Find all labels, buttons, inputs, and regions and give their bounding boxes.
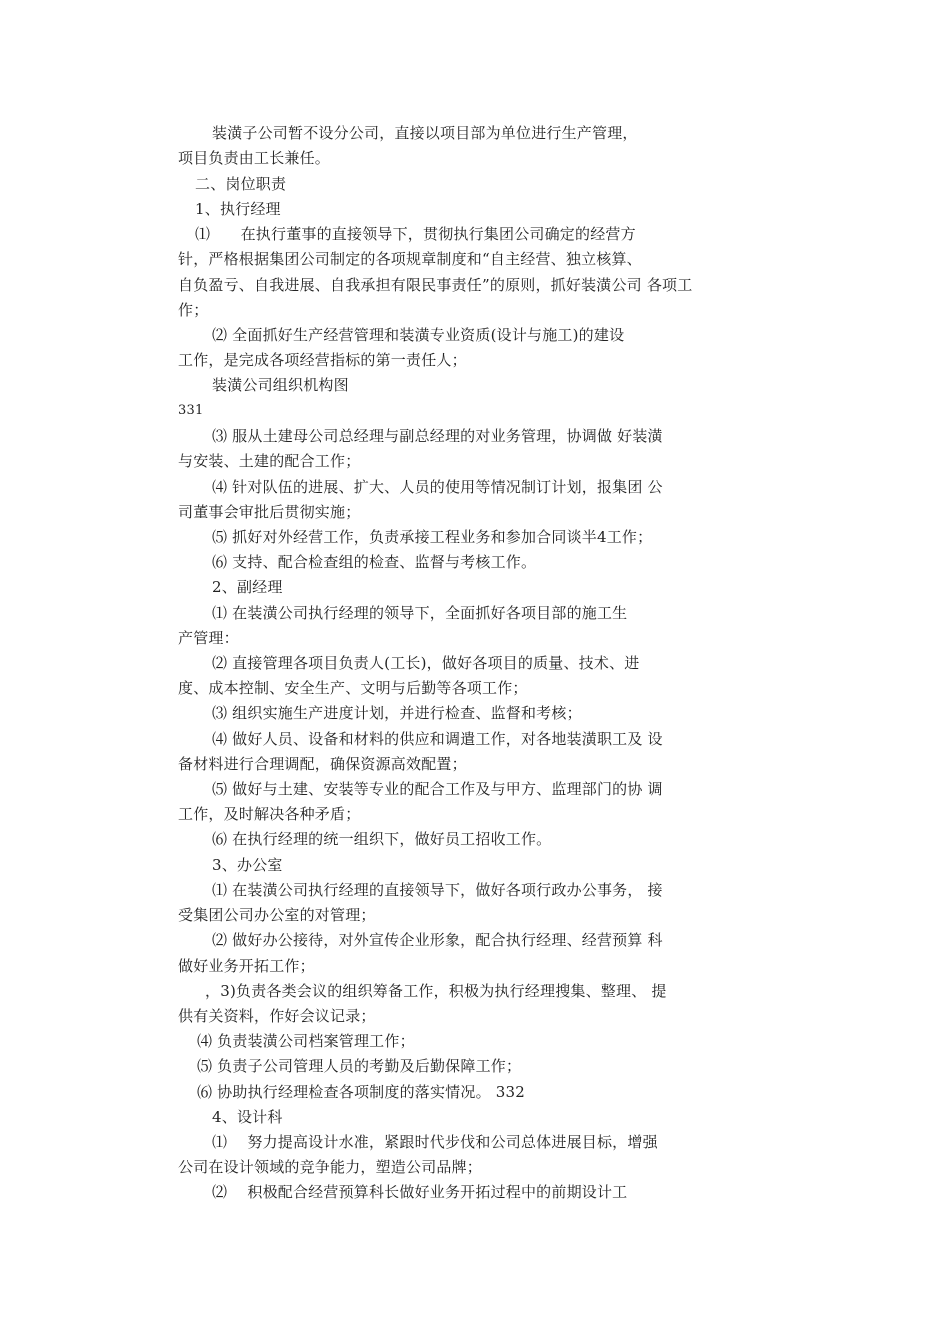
text-line: ⑸ 负责子公司管理人员的考勤及后勤保障工作； [197, 1057, 522, 1075]
text-line: ⑶ 服从土建母公司总经理与副总经理的对业务管理，协调做 好装潢 [212, 427, 663, 445]
text-line: 备材料进行合理调配，确保资源高效配置； [178, 755, 467, 773]
text-line: 供有关资料，作好会议记录； [178, 1007, 376, 1025]
text-line: 工作，是完成各项经营指标的第一责任人； [178, 351, 467, 369]
subsection-heading: 2、副经理 [212, 578, 283, 596]
text-line: 工作，及时解决各种矛盾； [178, 805, 361, 823]
text-line: ⑴ 在执行董事的直接领导下，贯彻执行集团公司确定的经营方 [195, 225, 636, 243]
text-line: 项目负责由工长兼任。 [178, 149, 331, 167]
text-line: 司董事会审批后贯彻实施； [178, 503, 361, 521]
subsection-heading: 1、执行经理 [195, 200, 281, 218]
text-line: ⑸ 抓好对外经营工作，负责承接工程业务和参加合同谈半4工作； [212, 528, 653, 546]
text-line: ⑷ 针对队伍的进展、扩大、人员的使用等情况制订计划，报集团 公 [212, 478, 663, 496]
text-line: 针，严格根据集团公司制定的各项规章制度和“自主经营、独立核算、 [178, 250, 642, 268]
text-line: ⑸ 做好与土建、安装等专业的配合工作及与甲方、监理部门的协 调 [212, 780, 663, 798]
text-line: 度、成本控制、安全生产、文明与后勤等各项工作； [178, 679, 528, 697]
text-line: 自负盈亏、自我进展、自我承担有限民事责任”的原则，抓好装潢公司 各项工 [178, 276, 693, 294]
text-line: ⑹ 在执行经理的统一组织下，做好员工招收工作。 [212, 830, 552, 848]
text-line: ⑴ 在装潢公司执行经理的领导下，全面抓好各项目部的施工生 [212, 604, 628, 622]
text-line: ⑴ 努力提高设计水准，紧跟时代步伐和公司总体进展目标，增强 [212, 1133, 658, 1151]
text-line: ⑵ 直接管理各项目负责人(工长)，做好各项目的质量、技术、进 [212, 654, 640, 672]
text-line: ⑹ 支持、配合检查组的检查、监督与考核工作。 [212, 553, 537, 571]
section-heading: 二、岗位职责 [195, 175, 287, 193]
subsection-heading: 4、设计科 [212, 1108, 283, 1126]
text-line: 公司在设计领域的竞争能力，塑造公司品牌； [178, 1158, 483, 1176]
subsection-heading: 3、办公室 [212, 856, 283, 874]
text-line: ⑷ 做好人员、设备和材料的供应和调遣工作，对各地装潢职工及 设 [212, 730, 663, 748]
text-line: 装潢公司组织机构图 [212, 376, 349, 394]
text-line: ⑴ 在装潢公司执行经理的直接领导下，做好各项行政办公事务， 接 [212, 881, 663, 899]
page-number: 331 [178, 403, 204, 418]
text-line: ⑵ 全面抓好生产经营管理和装潢专业资质(设计与施工)的建设 [212, 326, 625, 344]
text-line: ⑵ 做好办公接待，对外宣传企业形象，配合执行经理、经营预算 科 [212, 931, 663, 949]
text-line: 受集团公司办公室的对管理； [178, 906, 376, 924]
text-line: ，3)负责各类会议的组织筹备工作，积极为执行经理搜集、整理、 提 [205, 982, 667, 1000]
text-line: ⑷ 负责装潢公司档案管理工作； [197, 1032, 415, 1050]
text-line: 与安装、土建的配合工作； [178, 452, 361, 470]
text-line: ⑵ 积极配合经营预算科长做好业务开拓过程中的前期设计工 [212, 1183, 628, 1201]
text-line: 装潢子公司暂不设分公司，直接以项目部为单位进行生产管理， [212, 124, 638, 142]
text-line: 做好业务开拓工作； [178, 957, 315, 975]
text-line: 产管理： [178, 629, 239, 647]
text-line: ⑹ 协助执行经理检查各项制度的落实情况。 332 [197, 1083, 525, 1101]
text-line: ⑶ 组织实施生产进度计划，并进行检查、监督和考核； [212, 704, 582, 722]
text-line: 作； [178, 301, 209, 319]
